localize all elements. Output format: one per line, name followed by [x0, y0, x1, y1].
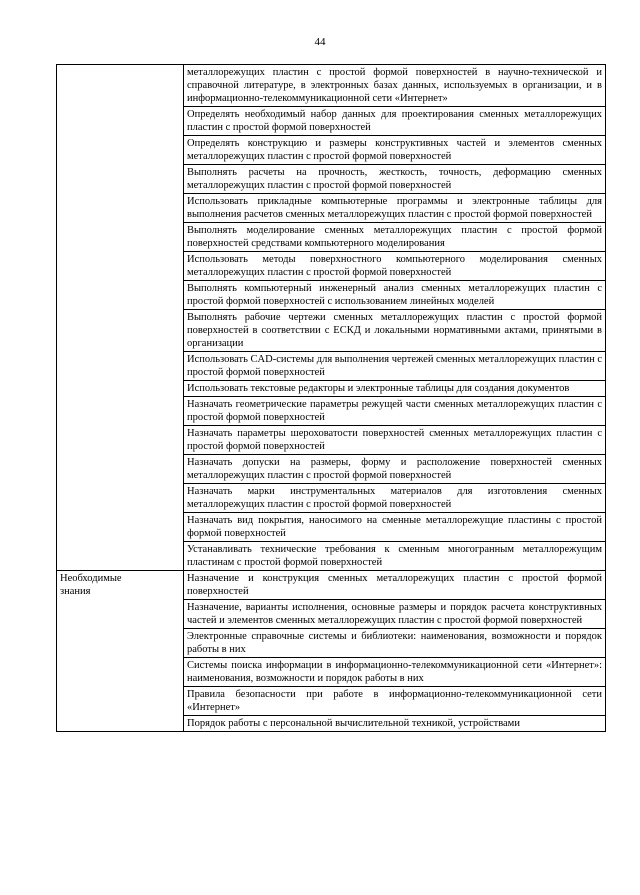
knowledge-cell: Порядок работы с персональной вычислительной техникой, устройствами	[184, 716, 606, 732]
knowledge-cell: Назначение, варианты исполнения, основные размеры и порядок расчета конструктивных частей и элементов сменных металлорежущих пластин с простой формой поверхностей	[184, 600, 606, 629]
skill-cell: Использовать текстовые редакторы и электронные таблицы для создания документов	[184, 381, 606, 397]
skill-cell: Определять конструкцию и размеры конструктивных частей и элементов сменных металлорежущих пластин с простой формой поверхностей	[184, 136, 606, 165]
skill-cell: Использовать прикладные компьютерные программы и электронные таблицы для выполнения расчетов сменных металлорежущих пластин с простой формой поверхностей	[184, 194, 606, 223]
page-number: 44	[314, 36, 326, 48]
skill-cell: Назначать параметры шероховатости поверхностей сменных металлорежущих пластин с простой формой поверхностей	[184, 426, 606, 455]
skill-cell: металлорежущих пластин с простой формой поверхностей в научно-технической и справочной литературе, в электронных базах данных, используемых в организации, и в информационно-телекоммуникационной сети «Интернет»	[184, 65, 606, 107]
skill-cell: Назначать марки инструментальных материалов для изготовления сменных металлорежущих пластин с простой формой поверхностей	[184, 484, 606, 513]
skill-cell: Выполнять рабочие чертежи сменных металлорежущих пластин с простой формой поверхностей в соответствии с ЕСКД и локальными нормативными актами, принятыми в организации	[184, 310, 606, 352]
skill-cell: Выполнять расчеты на прочность, жесткость, точность, деформацию сменных металлорежущих пластин с простой формой поверхностей	[184, 165, 606, 194]
skill-cell: Назначать вид покрытия, наносимого на сменные металлорежущие пластины с простой формой поверхностей	[184, 513, 606, 542]
knowledge-label-cell	[57, 571, 184, 732]
knowledge-label-line1: Необходимые	[60, 573, 122, 584]
skill-cell: Использовать методы поверхностного компьютерного моделирования сменных металлорежущих пластин с простой формой поверхностей	[184, 252, 606, 281]
skill-cell: Определять необходимый набор данных для проектирования сменных металлорежущих пластин с простой формой поверхностей	[184, 107, 606, 136]
knowledge-cell: Электронные справочные системы и библиотеки: наименования, возможности и порядок работы в них	[184, 629, 606, 658]
table-row	[57, 65, 606, 107]
skill-cell: Устанавливать технические требования к сменным многогранным металлорежущим пластинам с простой формой поверхностей	[184, 542, 606, 571]
requirements-table	[56, 64, 606, 732]
skill-cell: Использовать CAD-системы для выполнения чертежей сменных металлорежущих пластин с простой формой поверхностей	[184, 352, 606, 381]
table-row	[57, 571, 606, 600]
knowledge-cell: Назначение и конструкция сменных металлорежущих пластин с простой формой поверхностей	[184, 571, 606, 600]
knowledge-cell: Правила безопасности при работе в информационно-телекоммуникационной сети «Интернет»	[184, 687, 606, 716]
skills-label-cell	[57, 65, 184, 571]
skill-cell: Выполнять моделирование сменных металлорежущих пластин с простой формой поверхностей средствами компьютерного моделирования	[184, 223, 606, 252]
skill-cell: Выполнять компьютерный инженерный анализ сменных металлорежущих пластин с простой формой поверхностей с использованием линейных моделей	[184, 281, 606, 310]
skill-cell: Назначать допуски на размеры, форму и расположение поверхностей сменных металлорежущих пластин с простой формой поверхностей	[184, 455, 606, 484]
knowledge-cell: Системы поиска информации в информационно-телекоммуникационной сети «Интернет»: наименования, возможности и порядок работы в них	[184, 658, 606, 687]
skill-cell: Назначать геометрические параметры режущей части сменных металлорежущих пластин с простой формой поверхностей	[184, 397, 606, 426]
knowledge-label-line2: знания	[60, 586, 91, 597]
